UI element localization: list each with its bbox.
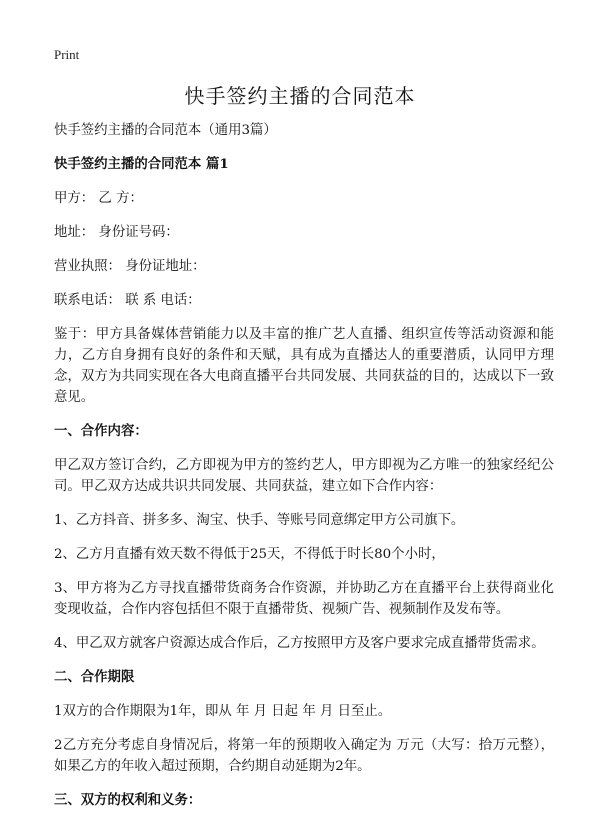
field-address: 地址： 身份证号码： [54, 225, 179, 240]
heading-cooperation-content: 一、合作内容： [54, 423, 148, 439]
heading-rights-obligations: 三、双方的权利和义务： [54, 792, 202, 808]
term-item-1: 1双方的合作期限为1年，即从 年 月 日起 年 月 日至止。 [54, 704, 392, 719]
term-item-2: 2乙方充分考虑自身情况后，将第一年的预期收入确定为 万元（大写：拾万元整），如果乙方的年收入超过预期，合约期自动延期为2年。 [54, 738, 554, 774]
heading-cooperation-term: 二、合作期限 [54, 669, 135, 685]
field-party: 甲方： 乙 方： [54, 191, 143, 206]
cooperation-item-3: 3、甲方将为乙方寻找直播带货商务合作资源，并协助乙方在直播平台上获得商业化变现收益，合作内容包括但不限于直播带货、视频广告、视频制作及发布等。 [54, 581, 554, 617]
document-body [54, 120, 554, 824]
print-link[interactable]: Print [54, 47, 80, 62]
preamble-paragraph: 鉴于：甲方具备媒体营销能力以及丰富的推广艺人直播、组织宣传等活动资源和能力，乙方自身拥有良好的条件和天赋，具有成为直播达人的重要潜质，认同甲方理念，双方为共同实现在各大电商直播平台共同发展、共同获益的目的，达成以下一致意见。 [54, 327, 554, 405]
field-license: 营业执照： 身份证地址： [54, 259, 206, 274]
cooperation-item-1: 1、乙方抖音、拼多多、淘宝、快手、等账号同意绑定甲方公司旗下。 [54, 513, 465, 528]
field-phone: 联系电话： 联 系 电话： [54, 293, 201, 308]
page-title: 快手签约主播的合同范本 [184, 84, 416, 108]
section-heading: 快手签约主播的合同范本 篇1 [54, 156, 229, 172]
cooperation-item-4: 4、甲乙双方就客户资源达成合作后，乙方按照甲方及客户要求完成直播带货需求。 [54, 636, 545, 651]
cooperation-item-2: 2、乙方月直播有效天数不得低于25天，不得低于时长80个小时， [54, 547, 445, 562]
cooperation-paragraph: 甲乙双方签订合约，乙方即视为甲方的签约艺人，甲方即视为乙方唯一的独家经纪公司。甲乙双方达成共识共同发展、共同获益，建立如下合作内容： [54, 458, 554, 494]
document-subtitle: 快手签约主播的合同范本（通用3篇） [54, 123, 277, 138]
